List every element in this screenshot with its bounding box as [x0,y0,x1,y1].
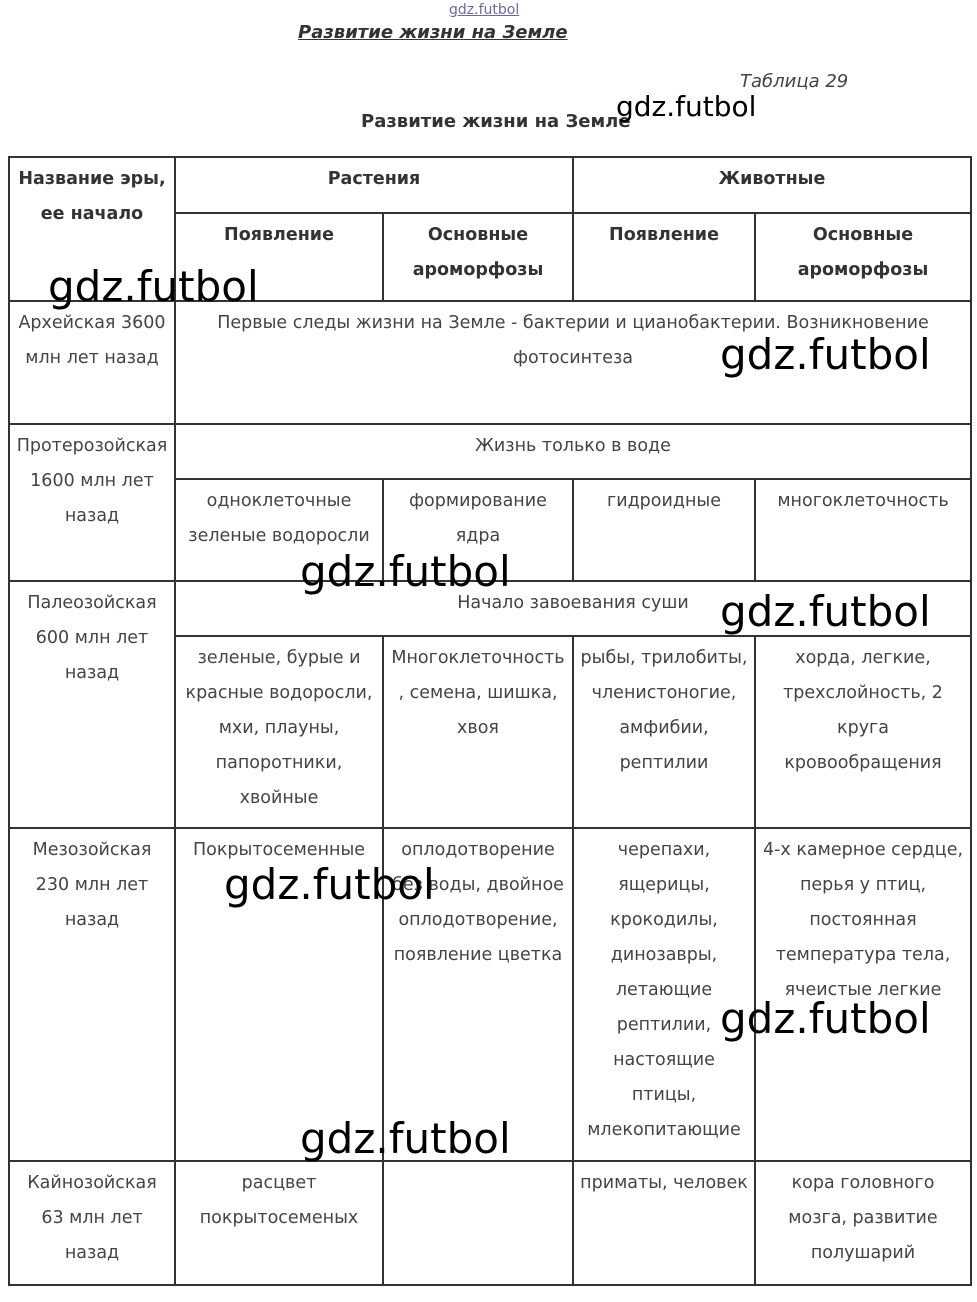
cenozoic-plants-appear: расцвет покрытосемeных [175,1161,383,1285]
cenozoic-animals-appear: приматы, человек [573,1161,755,1285]
header-aromorph-animals: Основные ароморфозы [755,213,971,301]
paleozoic-animals-aromorph: хорда, легкие, трехслойность, 2 круга кровообращения [755,636,971,828]
header-plants: Растения [175,157,573,213]
table-row [9,1161,971,1285]
header-aromorph-plants: Основные ароморфозы [383,213,573,301]
cenozoic-plants-aromorph [383,1161,573,1285]
paleozoic-plants-aromorph: Многоклеточность , семена, шишка, хвоя [383,636,573,828]
proterozoic-plants-aromorph: формирование ядра [383,479,573,581]
paleozoic-description: Начало завоевания суши [175,581,971,636]
table-title: Развитие жизни на Земле [361,111,631,132]
cenozoic-animals-aromorph: кора головного мозга, развитие полушарий [755,1161,971,1285]
mesozoic-plants-aromorph: оплодотворение без воды, двойное оплодотворение, появление цветка [383,828,573,1161]
table-number: Таблица 29 [740,71,849,92]
header-row-top [9,157,971,213]
paleozoic-animals-appear: рыбы, трилобиты, членистоногие, амфибии, рептилии [573,636,755,828]
watermark: gdz.futbol [720,330,931,379]
header-appearance-animals: Появление [573,213,755,301]
document-title: Развитие жизни на Земле [298,22,568,43]
header-appearance-plants: Появление [175,213,383,301]
watermark: gdz.futbol [300,1114,511,1163]
header-animals: Животные [573,157,971,213]
era-proterozoic: Протерозойская 1600 млн лет назад [9,424,175,581]
watermark: gdz.futbol [300,547,511,596]
watermark: gdz.futbol [48,262,259,311]
era-paleozoic: Палеозойская 600 млн лет назад [9,581,175,828]
era-mesozoic: Мезозойская 230 млн лет назад [9,828,175,1161]
archean-description: Первые следы жизни на Земле - бактерии и цианобактерии. Возникновение фотосинтеза [175,301,971,424]
watermark: gdz.futbol [720,587,931,636]
proterozoic-animals-aromorph: многоклеточность [755,479,971,581]
mesozoic-plants-appear: Покрытосеменные [175,828,383,1161]
era-cenozoic: Кайнозойская 63 млн лет назад [9,1161,175,1285]
watermark: gdz.futbol [720,994,931,1043]
proterozoic-description: Жизнь только в воде [175,424,971,479]
header-era: Название эры, ее начало [9,157,175,301]
watermark: gdz.futbol [224,860,435,909]
mesozoic-animals-aromorph: 4-х камерное сердце, перья у птиц, постоянная температура тела, ячеистые легкие [755,828,971,1161]
watermark: gdz.futbol [616,90,757,123]
site-link-top[interactable]: gdz.futbol [449,2,520,18]
era-archean: Архейская 3600 млн лет назад [9,301,175,424]
proterozoic-animals-appear: гидроидные [573,479,755,581]
table-row [9,424,971,479]
paleozoic-plants-appear: зеленые, бурые и красные водоросли, мхи, плауны, папоротники, хвойные [175,636,383,828]
proterozoic-plants-appear: одноклеточные зеленые водоросли [175,479,383,581]
mesozoic-animals-appear: черепахи, ящерицы, крокодилы, динозавры, летающие рептилии, настоящие птицы, млекопитающие [573,828,755,1161]
